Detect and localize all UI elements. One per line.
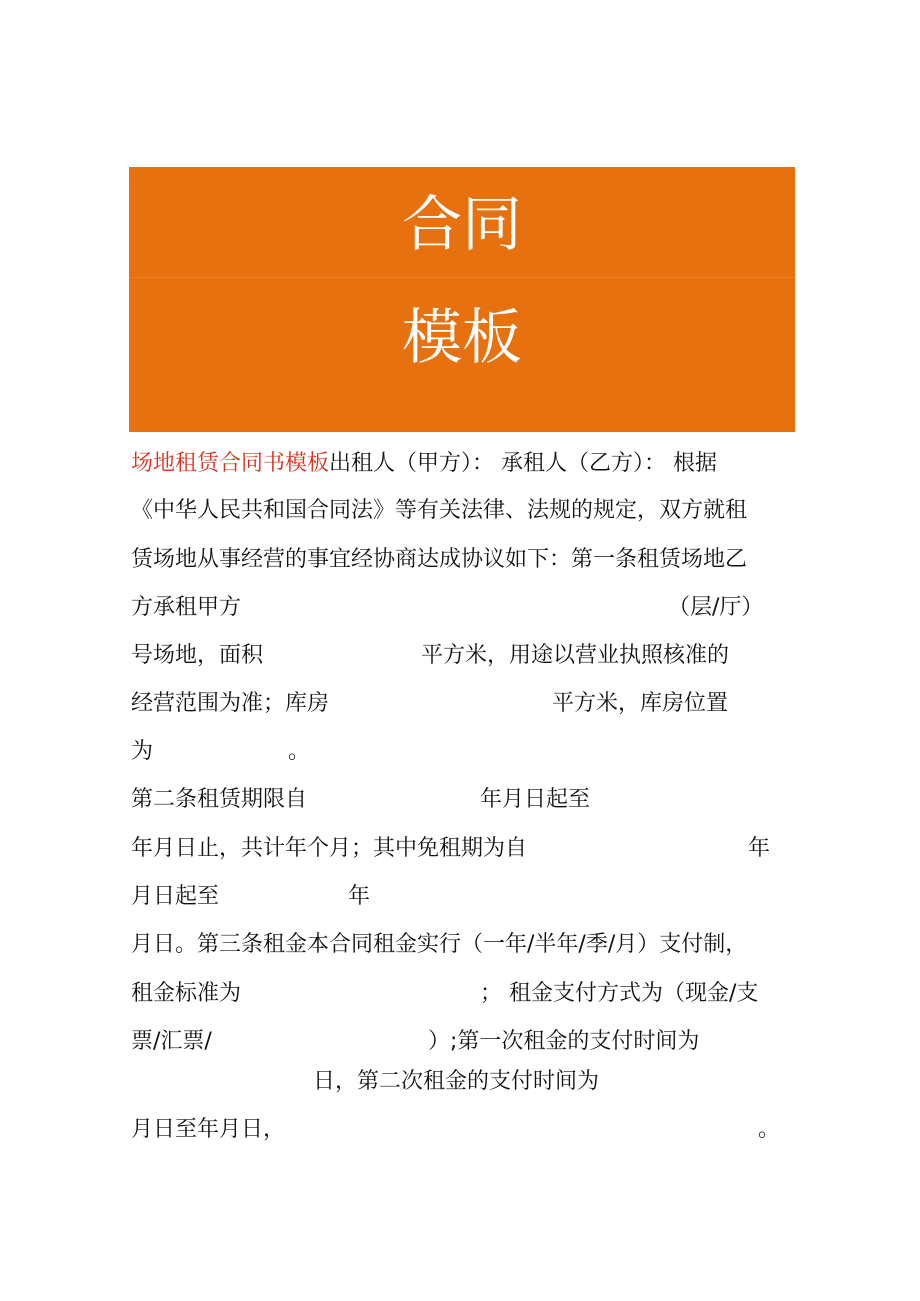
clause-2-text-b: 年月日起至 bbox=[480, 787, 591, 812]
clause-1-location-label: 为 bbox=[131, 739, 154, 764]
clause-1-text-a: 方承租甲方 bbox=[131, 595, 242, 620]
clause-2-free-year: 年 bbox=[348, 884, 371, 909]
parties-text: 出租人（甲方）： 承租人（乙方）： 根据 bbox=[329, 451, 718, 476]
clause-3-payment-text: ； 租金支付方式为（现金/支 bbox=[480, 981, 759, 1006]
document-title-link[interactable]: 场地租赁合同书模板 bbox=[131, 451, 330, 476]
clause-3-payment-methods: 票/汇票/ bbox=[131, 1029, 212, 1054]
clause-2-term-text: 年月日止，共计年个月；其中免租期为自 bbox=[131, 836, 528, 861]
clause-3-first-payment: ）;第一次租金的支付时间为 bbox=[428, 1029, 700, 1054]
banner-title-line-1: 合同 bbox=[402, 190, 522, 260]
clause-3-rent-label: 租金标准为 bbox=[131, 981, 242, 1006]
banner-divider bbox=[129, 277, 795, 278]
title-banner bbox=[129, 167, 795, 432]
banner-title-line-2: 模板 bbox=[402, 303, 522, 373]
clause-1-area-label: 号场地，面积 bbox=[131, 643, 264, 668]
clause-1-warehouse-text: 平方米，库房位置 bbox=[552, 691, 729, 716]
clause-2-text-a: 第二条租赁期限自 bbox=[131, 787, 308, 812]
body-line-11: 月日。第三条租金本合同租金实行（一年/半年/季/月）支付制， bbox=[131, 932, 748, 957]
body-line-2: 《中华人民共和国合同法》等有关法律、法规的规定，双方就租 bbox=[131, 498, 748, 523]
body-line-14: 日，第二次租金的支付时间为 bbox=[313, 1069, 600, 1094]
body-line-1 bbox=[131, 449, 717, 479]
clause-2-free-text: 月日起至 bbox=[131, 884, 220, 909]
clause-1-warehouse-label: 经营范围为准；库房 bbox=[131, 691, 330, 716]
body-line-3: 赁场地从事经营的事宜经协商达成协议如下：第一条租赁场地乙 bbox=[131, 547, 748, 572]
clause-1-location-end: 。 bbox=[288, 739, 311, 764]
clause-1-text-b: （层/厅） bbox=[668, 595, 764, 620]
clause-1-area-text: 平方米，用途以营业执照核准的 bbox=[421, 643, 730, 668]
clause-3-end-mark: 。 bbox=[758, 1117, 781, 1142]
clause-2-year-label: 年 bbox=[748, 836, 771, 861]
clause-3-second-payment: 月日至年月日， bbox=[131, 1117, 286, 1142]
